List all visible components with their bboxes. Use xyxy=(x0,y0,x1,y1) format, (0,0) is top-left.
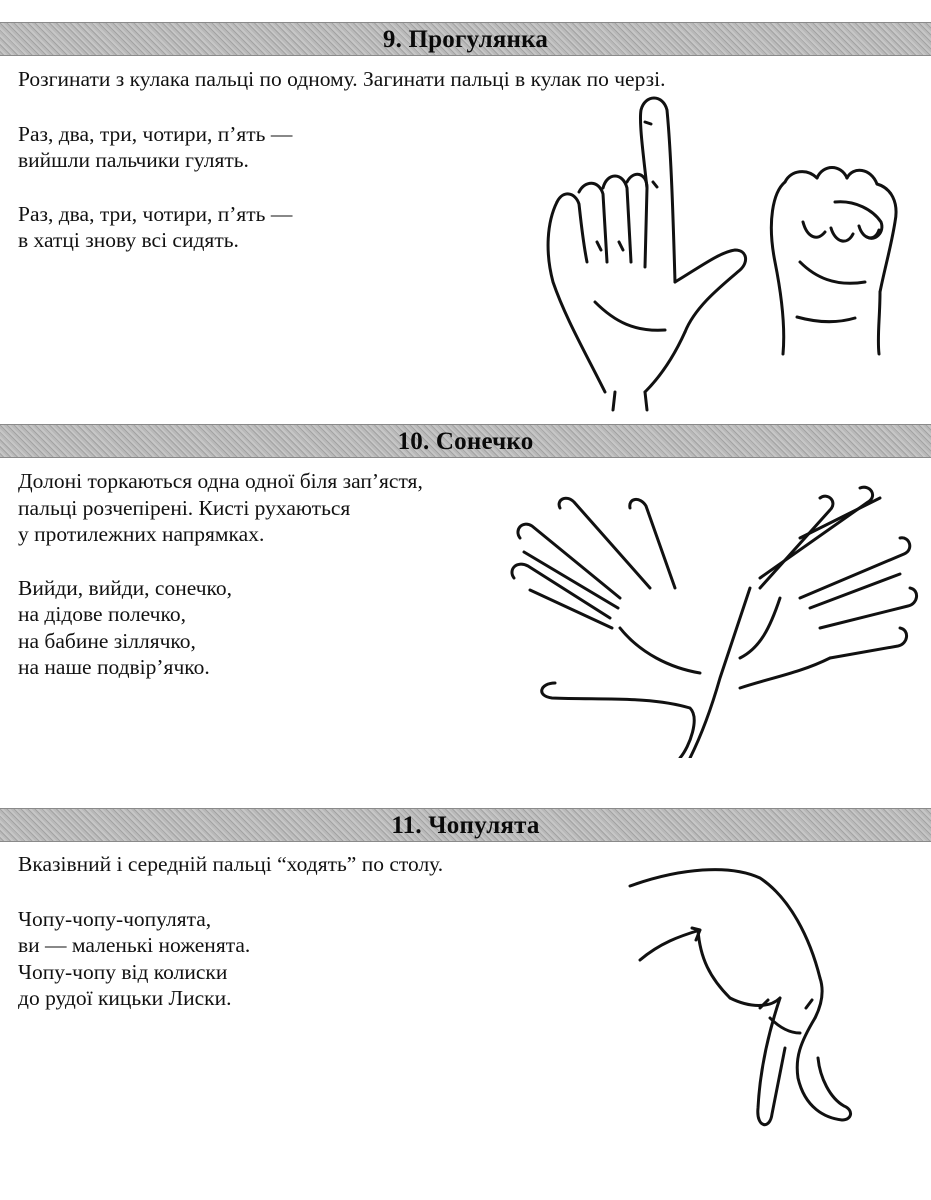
instruction-line: пальці розчепірені. Кисті рухаються xyxy=(18,495,351,520)
verse-line: Вийди, вийди, сонечко, xyxy=(18,575,233,600)
section-header-11 xyxy=(0,808,931,842)
section-title: 9. Прогулянка xyxy=(382,26,549,53)
verse-line: до рудої кицьки Лиски. xyxy=(18,986,232,1010)
hand-finger-and-fist-icon xyxy=(535,92,915,414)
verse-line: ви — маленькі ноженята. xyxy=(18,933,251,957)
verse-line: на бабине зіллячко, xyxy=(18,628,196,653)
verse-line: вийшли пальчики гулять. xyxy=(18,148,249,172)
verse-line: Чопу-чопу-чопулята, xyxy=(18,906,212,931)
instruction-line: у протилежних напрямках. xyxy=(18,522,265,546)
verse-line: в хатці знову всі сидять. xyxy=(18,228,239,252)
section-header-10 xyxy=(0,424,931,458)
section-10-text xyxy=(18,468,423,681)
section-header-9 xyxy=(0,22,931,56)
crossed-hands-icon xyxy=(500,478,925,758)
verse-line: Раз, два, три, чотири, п’ять — xyxy=(18,201,293,226)
section-title: 11. Чопулята xyxy=(391,812,540,839)
walking-fingers-icon xyxy=(620,858,870,1158)
verse-line: Раз, два, три, чотири, п’ять — xyxy=(18,121,293,146)
section-11-text xyxy=(18,851,443,1012)
section-title: 10. Сонечко xyxy=(397,428,534,455)
verse-line: Чопу-чопу від колиски xyxy=(18,959,228,984)
instruction-text: Вказівний і середній пальці “ходять” по столу. xyxy=(18,852,444,876)
instruction-text: Розгинати з кулака пальці по одному. Загинати пальці в кулак по черзі. xyxy=(18,67,666,91)
verse-line: на дідове полечко, xyxy=(18,602,186,626)
instruction-line: Долоні торкаються одна одної біля зап’ястя, xyxy=(18,469,423,493)
verse-line: на наше подвір’ячко. xyxy=(18,655,210,679)
